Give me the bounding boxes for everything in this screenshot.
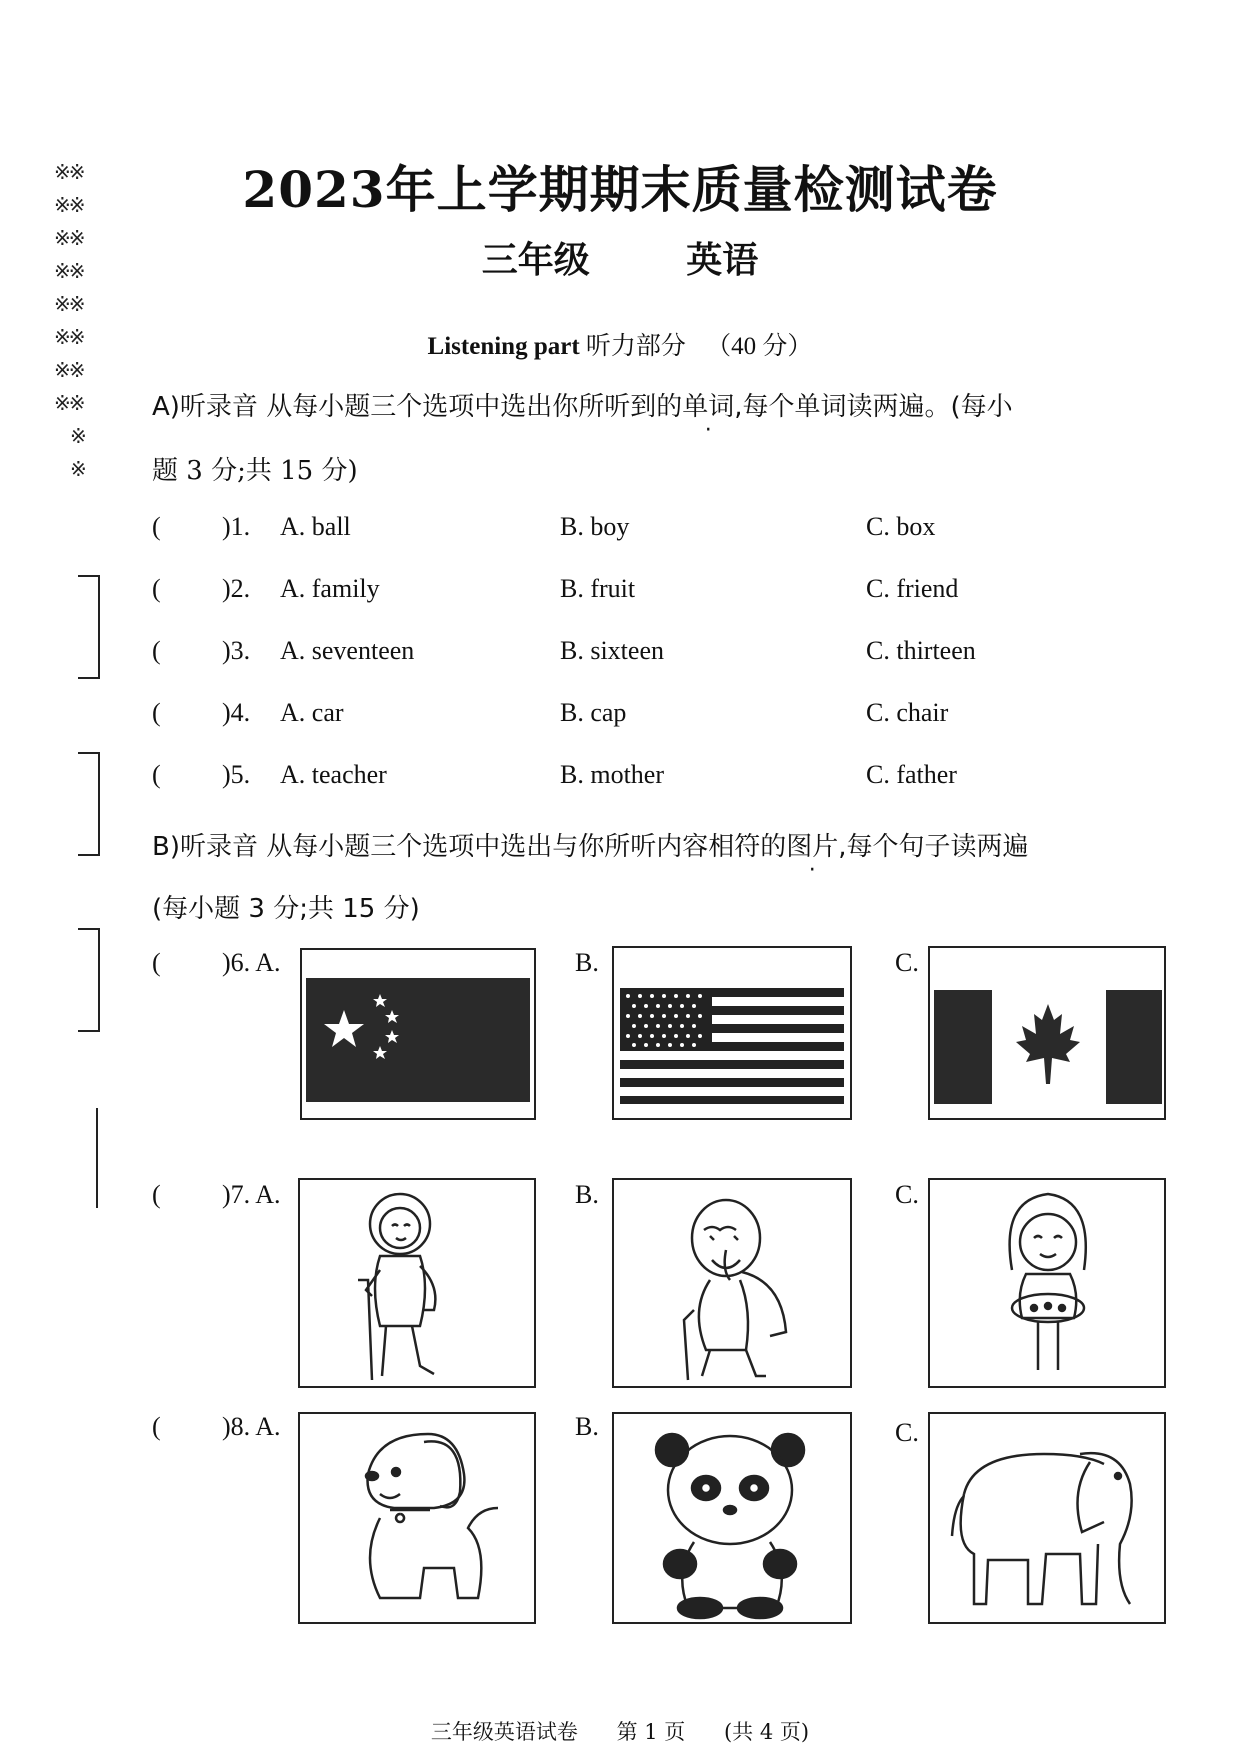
option-c: C. chair [866,698,949,727]
china-flag-picture[interactable] [300,948,536,1120]
answer-paren[interactable]: ( [152,760,161,789]
grandmother-picture[interactable] [298,1178,536,1388]
answer-paren[interactable]: ( [152,636,161,665]
option-a: A. ball [280,512,351,541]
option-b: B. sixteen [560,636,664,665]
footer-total-pages: (共 4 页) [723,1720,810,1744]
margin-mark: ※※ [54,193,84,217]
margin-mark: ※※ [54,292,84,316]
exam-subtitle [0,232,1240,283]
panda-picture[interactable] [612,1412,852,1624]
page-footer [0,1716,1240,1746]
emphasis-text: 单词 [682,392,735,422]
girl-icon [930,1180,1164,1386]
answer-paren[interactable]: ( [152,698,161,727]
answer-paren[interactable]: ( [152,574,161,603]
listening-title-en: Listening part [427,333,580,360]
option-b-label: B. [575,1180,599,1209]
usa-flag-picture[interactable] [612,946,852,1120]
margin-mark: ※※ [54,325,84,349]
subject-label: 英语 [686,240,759,281]
binding-line [96,1108,98,1208]
canada-flag-icon [930,948,1164,1118]
section-b-instruction-text: B)听录音 从每小题三个选项中选出与你所听内容相符的 [152,832,787,862]
listening-part-title [0,326,1240,362]
option-b-label: B. [575,948,599,977]
footer-paper-name: 三年级英语试卷 [430,1720,578,1744]
option-a: A. seventeen [280,636,415,665]
emphasis-text: 图片 [786,832,839,862]
option-c-label: C. [895,1418,919,1447]
girl-picture[interactable] [928,1178,1166,1388]
section-a-instruction-text: A)听录音 从每小题三个选项中选出你所听到的 [152,392,683,422]
option-c: C. box [866,512,936,541]
answer-paren[interactable]: ( [152,512,161,541]
question-number: )5. [222,760,251,789]
option-a: A. teacher [280,760,387,789]
question-number: )8. A. [222,1412,281,1441]
elephant-icon [930,1414,1164,1622]
option-c-label: C. [895,1180,919,1209]
option-c: C. father [866,760,957,789]
option-c: C. thirteen [866,636,976,665]
answer-paren[interactable]: ( [152,1412,161,1441]
grandmother-icon [300,1180,534,1386]
binding-bracket [78,575,100,679]
grade-label: 三年级 [481,240,590,281]
margin-mark: ※※ [54,391,84,415]
question-number: )2. [222,574,251,603]
question-number: )3. [222,636,251,665]
canada-flag-picture[interactable] [928,946,1166,1120]
option-a: A. car [280,698,344,727]
question-number: )1. [222,512,251,541]
section-b-instruction-text: ,每个句子读两遍 [838,832,1029,862]
answer-paren[interactable]: ( [152,1180,161,1209]
section-a-instruction-line2: 题 3 分;共 15 分) [152,456,358,486]
margin-mark: ※※ [54,358,84,382]
margin-mark: ※ [70,457,85,481]
panda-icon [614,1414,850,1622]
option-b: B. fruit [560,574,636,603]
exam-title: 2023年上学期期末质量检测试卷 [242,160,998,219]
margin-mark: ※※ [54,226,84,250]
section-b-instruction [152,826,1029,863]
question-number: )6. A. [222,948,281,977]
question-number: )7. A. [222,1180,281,1209]
option-b: B. boy [560,512,630,541]
section-b-instruction-line2: (每小题 3 分;共 15 分) [152,894,420,924]
section-a-instruction [152,386,1013,423]
option-a: A. family [280,574,380,603]
answer-paren[interactable]: ( [152,948,161,977]
margin-mark: ※※ [54,160,84,184]
option-b-label: B. [575,1412,599,1441]
option-b: B. cap [560,698,627,727]
section-a-instruction-text: ,每个单词读两遍。(每小 [734,392,1013,422]
option-c: C. friend [866,574,959,603]
option-c-label: C. [895,948,919,977]
dog-picture[interactable] [298,1412,536,1624]
margin-mark: ※※ [54,259,84,283]
dog-icon [300,1414,534,1622]
emphasis-word [786,826,838,863]
listening-score: （40 分） [706,333,813,360]
question-number: )4. [222,698,251,727]
binding-bracket [78,752,100,856]
footer-page-number: 第 1 页 [616,1720,686,1744]
emphasis-word [682,386,734,423]
grandfather-icon [614,1180,850,1386]
grandfather-picture[interactable] [612,1178,852,1388]
binding-bracket [78,928,100,1032]
margin-mark: ※ [70,424,85,448]
listening-title-zh: 听力部分 [585,333,686,360]
china-flag-icon [302,950,534,1118]
option-b: B. mother [560,760,664,789]
elephant-picture[interactable] [928,1412,1166,1624]
usa-flag-icon [614,948,850,1118]
